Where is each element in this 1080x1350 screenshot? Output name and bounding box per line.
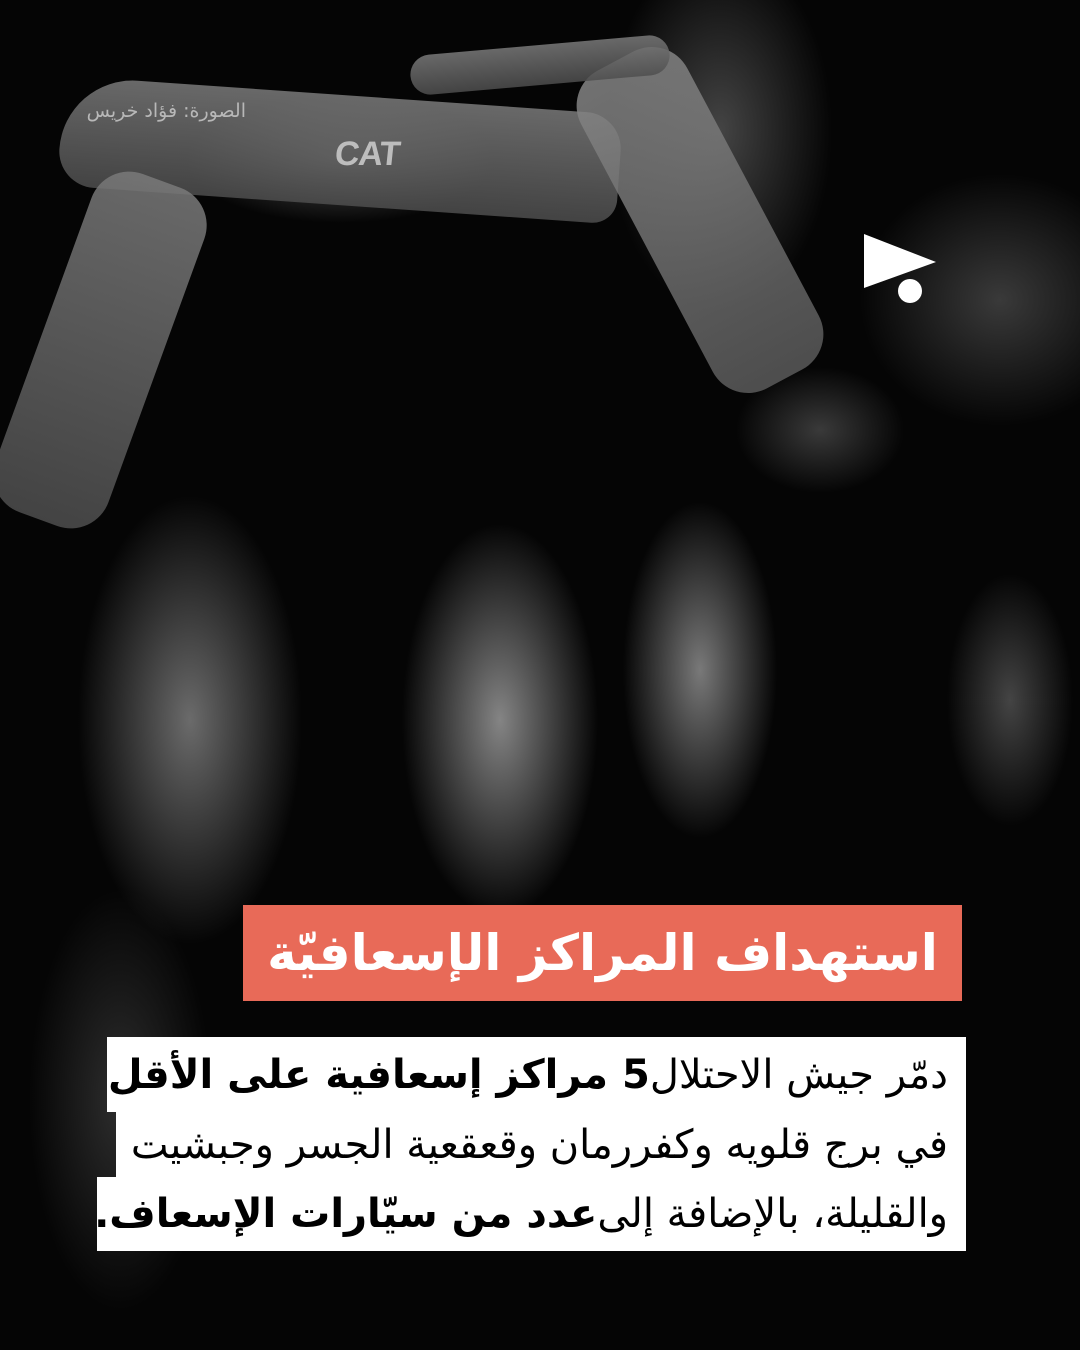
body-line-3-bold: عدد من سيّارات الإسعاف. bbox=[94, 1191, 598, 1237]
body-line-2 bbox=[116, 1112, 966, 1177]
body-line-2-regular: في برج قلويه وكفررمان وقعقعية الجسر وجبشيت bbox=[130, 1121, 948, 1168]
play-triangle-dot-icon bbox=[862, 226, 940, 306]
excavator-arm-left bbox=[0, 160, 218, 539]
body-line-1-regular: دمّر جيش الاحتلال bbox=[649, 1051, 948, 1098]
body-line-1 bbox=[107, 1037, 966, 1112]
body-line-3-regular: والقليلة، بالإضافة إلى bbox=[597, 1191, 948, 1237]
cat-logo: CAT bbox=[333, 135, 402, 173]
photo-credit: الصورة: فؤاد خريس bbox=[86, 100, 246, 122]
body-line-3 bbox=[94, 1177, 966, 1251]
headline-text: استهداف المراكز الإسعافيّة bbox=[267, 924, 938, 982]
headline-banner bbox=[243, 905, 962, 1001]
body-line-1-bold: 5 مراكز إسعافية على الأقل bbox=[107, 1051, 650, 1098]
body-text-block bbox=[94, 1037, 966, 1251]
